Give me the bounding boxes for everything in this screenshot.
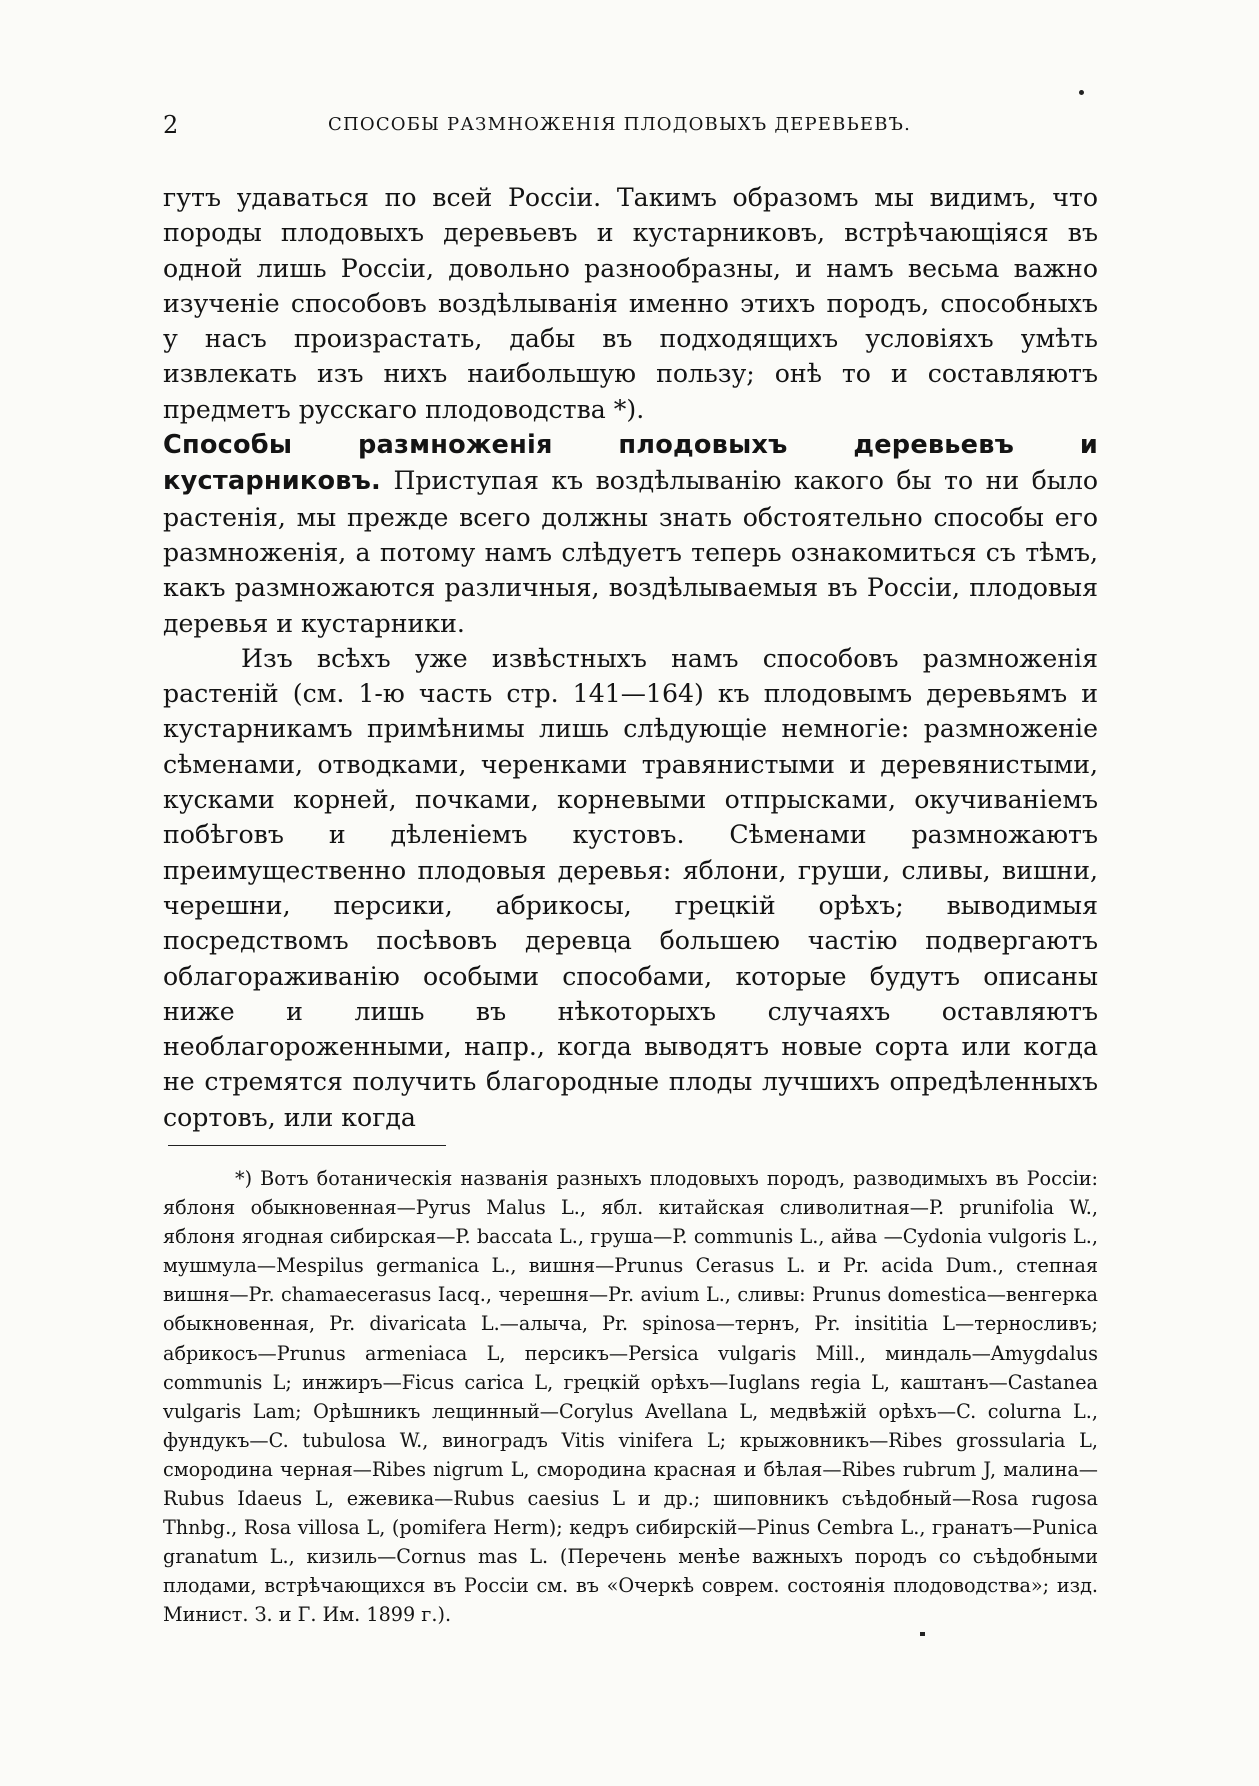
intro-paragraph: гутъ удаваться по всей Россіи. Такимъ образомъ мы видимъ, что породы плодовыхъ деревьевъ и кустарниковъ, встрѣчающіяся въ одной лишь Россіи, довольно разнообразны, и намъ весьма важно изученіе способовъ воздѣлыванія именно этихъ породъ, способныхъ у насъ произрастать, дабы въ подходящихъ условіяхъ умѣть извлекать изъ нихъ наибольшую пользу; онѣ то и составляютъ предметъ русскаго плодоводства *). <box>163 183 1098 424</box>
footnote: *) Вотъ ботаническія названія разныхъ плодовыхъ породъ, разводимыхъ въ Россіи: яблоня обыкновенная—Pyrus Malus L., ябл. китайская сливолитная—P. prunifolia W., яблоня ягодная сибирская—P. baccata L., груша—P. communis L., айва —Cydonia vulgoris L., мушмула—Mespilus germanica L., вишня—Prunus Cerasus L. и Pr. acida Dum., степная вишня—Pr. chamaecerasus Iacq., черешня—Pr. avium L., сливы: Prunus domestica—венгерка обыкновенная, Pr. divaricata L.—алыча, Pr. spinosa—тернъ, Pr. insititia L—терносливъ; абрикосъ—Prunus armeniaca L, персикъ—Persica vulgaris Mill., миндаль—Amygdalus communis L; инжиръ—Ficus carica L, грецкій орѣхъ—Iuglans regia L, каштанъ—Castanea vulgaris Lam; Орѣшникъ лещинный—Corylus Avellana L, медвѣжій орѣхъ—C. colurna L., фундукъ—C. tubulosa W., виноградъ Vitis vinifera L; крыжовникъ—Ribes grossularia L, смородина черная—Ribes nigrum L, смородина красная и бѣлая—Ribes rubrum J, малина—Rubus Idaeus L, ежевика—Rubus caesius L и др.; шиповникъ съѣдобный—Rosa rugosa Thnbg., Rosa villosa L, (pomifera Herm); кедръ сибирскій—Pinus Cembra L., гранатъ—Punica granatum L., кизиль—Cornus mas L. (Перечень менѣе важныхъ породъ со съѣдобными плодами, встрѣчающихся въ Россіи см. въ «Очеркѣ соврем. состоянія плодоводства»; изд. Минист. З. и Г. Им. 1899 г.). <box>163 1167 1098 1627</box>
footnote-divider <box>168 1145 446 1146</box>
section-heading: Способы размноженія плодовыхъ деревьевъ и кустарниковъ. <box>163 430 1098 497</box>
methods-paragraph: Изъ всѣхъ уже извѣстныхъ намъ способовъ размноженія растеній (см. 1-ю часть стр. 141—164) къ плодовымъ деревьямъ и кустарникамъ примѣнимы лишь слѣдующіе немногіе: размноженіе сѣменами, отводками, черенками травянистыми и деревянистыми, кусками корней, почками, корневыми отпрысками, окучиваніемъ побѣговъ и дѣленіемъ кустовъ. Сѣменами размножаютъ преимущественно плодовыя деревья: яблони, груши, сливы, вишни, черешни, персики, абрикосы, грецкій орѣхъ; выводимыя посредствомъ посѣвовъ деревца большею частію подвергаютъ облагораживанію особыми способами, которые будутъ описаны ниже и лишь въ нѣкоторыхъ случаяхъ оставляютъ необлагороженными, напр., когда выводятъ новые сорта или когда не стремятся получить благородные плоды лучшихъ опредѣленныхъ сортовъ, или когда <box>163 643 1098 1132</box>
main-text <box>163 180 1098 1135</box>
print-speck <box>1079 90 1084 95</box>
section-paragraph <box>163 427 1098 641</box>
page-header <box>163 110 1093 140</box>
page-number: 2 <box>163 111 179 139</box>
print-speck <box>920 1632 925 1636</box>
section-paragraph-text: Приступая къ воздѣлыванію какого бы то ни было растенія, мы прежде всего должны знать обстоятельно способы его размноженія, а потому намъ слѣдуетъ теперь ознакомиться съ тѣмъ, какъ размножаются различныя, воздѣлываемыя въ Россіи, плодовыя деревья и кустарники. <box>163 466 1098 638</box>
running-title: СПОСОБЫ РАЗМНОЖЕНІЯ ПЛОДОВЫХЪ ДЕРЕВЬЕВЪ. <box>328 114 912 135</box>
